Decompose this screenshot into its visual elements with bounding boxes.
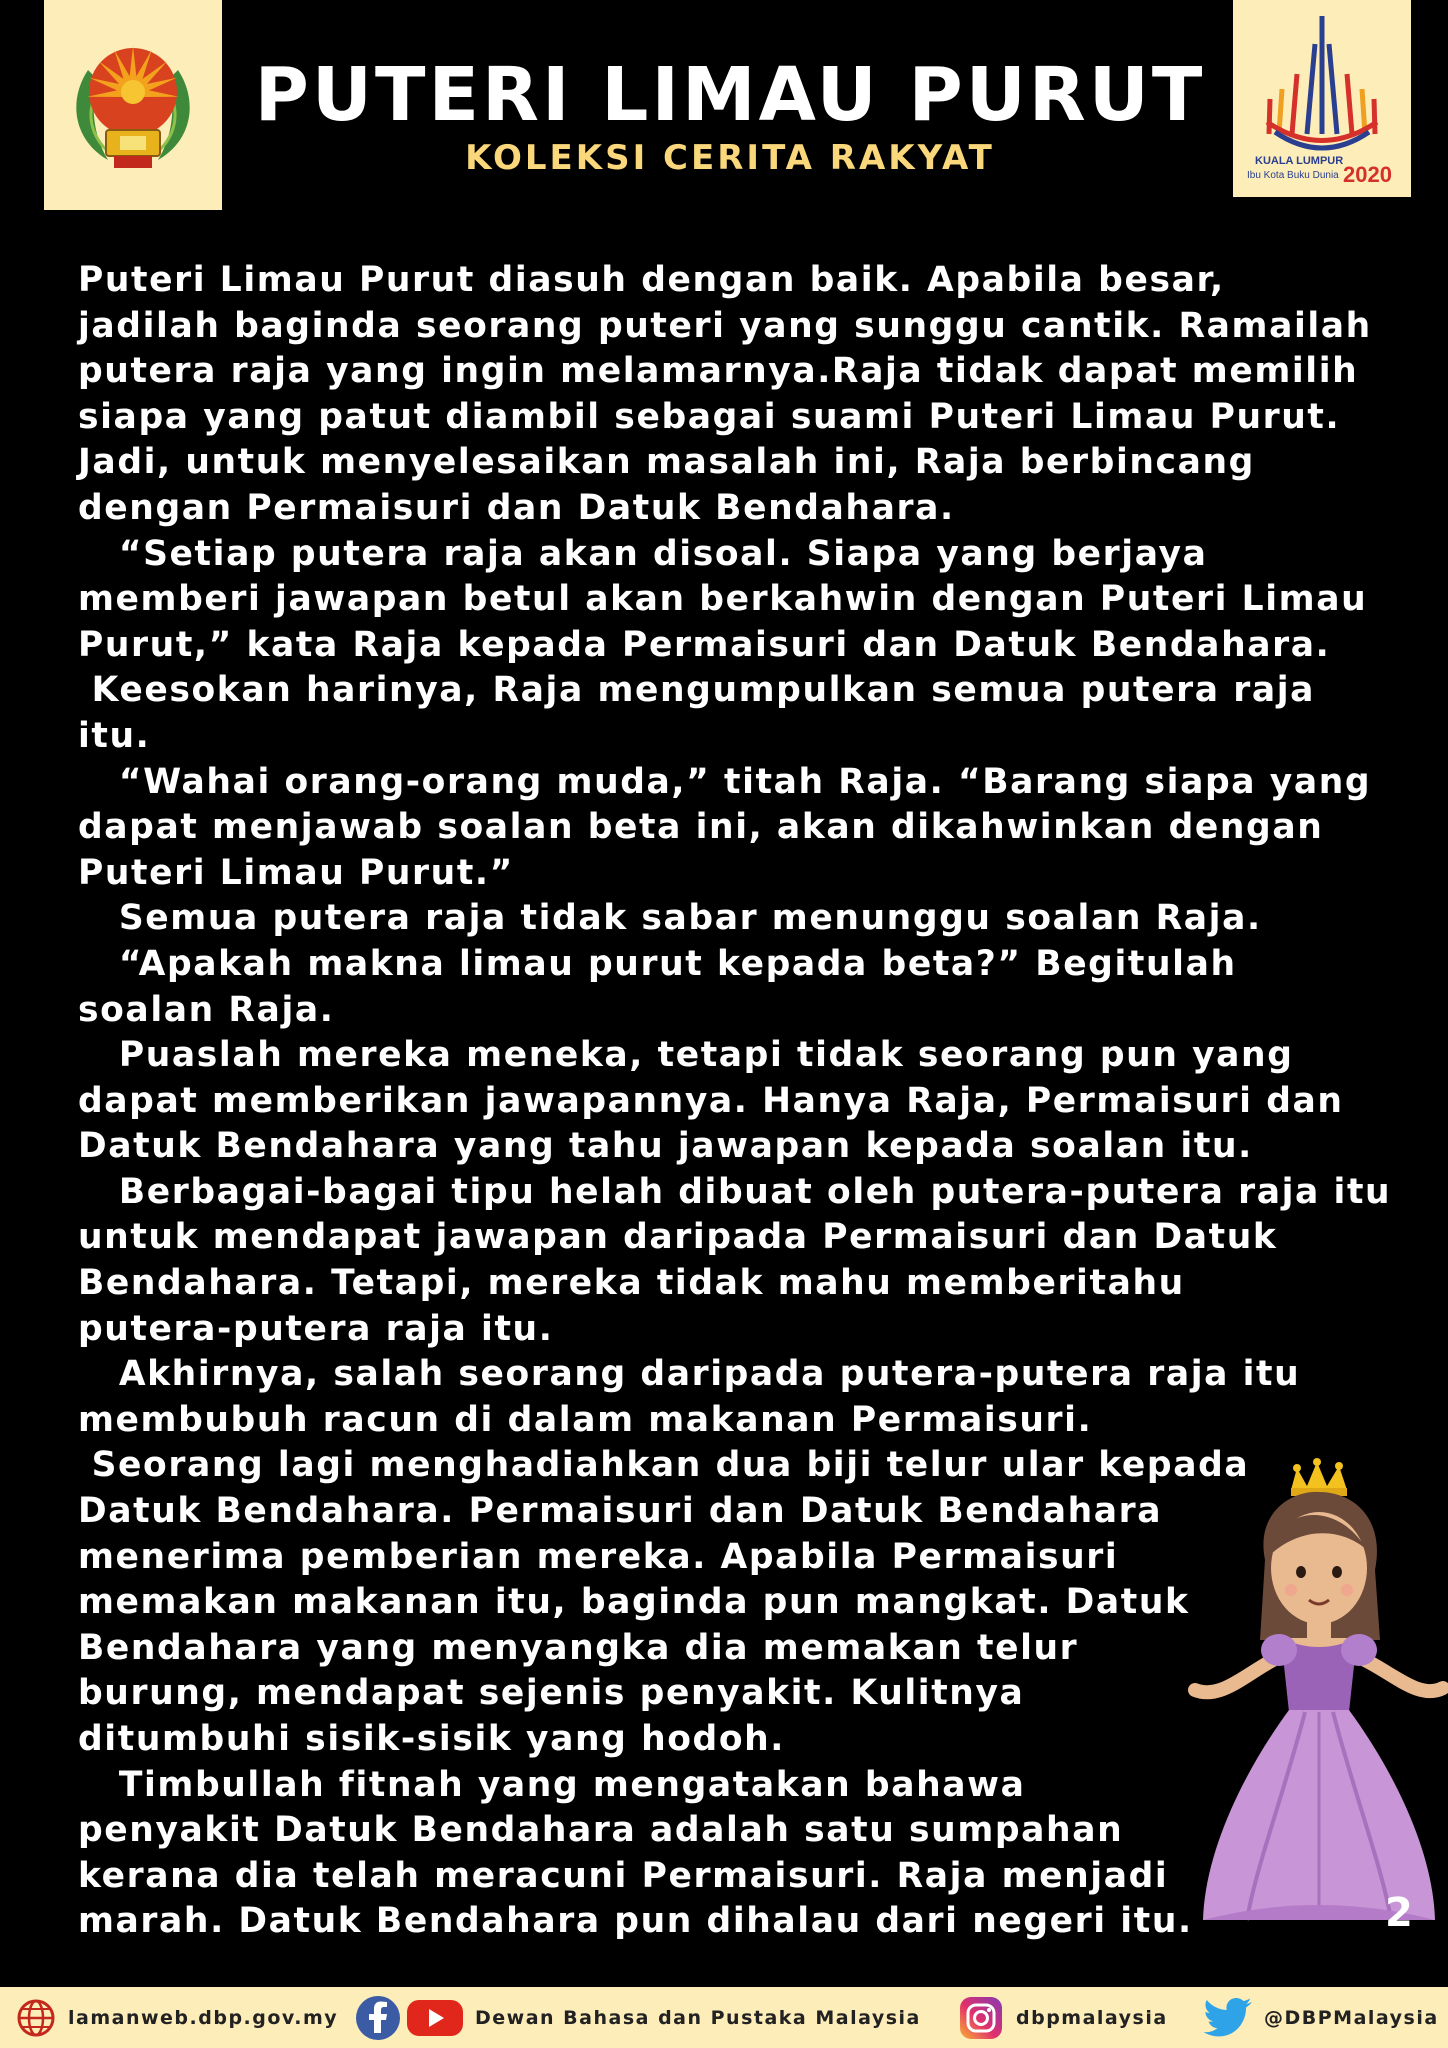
- footer-social-facebook-youtube[interactable]: [355, 1987, 921, 2048]
- story-line: itu.: [78, 715, 151, 756]
- story-line: Datuk Bendahara yang tahu jawapan kepada soalan itu.: [78, 1126, 1253, 1167]
- story-line: Keesokan harinya, Raja mengumpulkan semua putera raja: [78, 670, 1316, 711]
- footer-twitter-text: @DBPMalaysia: [1264, 2006, 1439, 2029]
- kl-logo-line1: KUALA LUMPUR: [1255, 154, 1344, 167]
- story-line: siapa yang patut diambil sebagai suami Puteri Limau Purut.: [78, 396, 1341, 437]
- story-line: ditumbuhi sisik-sisik yang hodoh.: [78, 1719, 786, 1759]
- kl-logo-line2: Ibu Kota Buku Dunia: [1247, 169, 1339, 181]
- page-title: PUTERI LIMAU PURUT: [254, 52, 1206, 138]
- story-line: memakan makanan itu, baginda pun mangkat. Datuk: [78, 1582, 1190, 1623]
- emblem-icon: [68, 30, 198, 180]
- footer-bar: [0, 1987, 1448, 2048]
- story-line: marah. Datuk Bendahara pun dihalau dari negeri itu.: [78, 1901, 1193, 1942]
- story-line: Jadi, untuk menyelesaikan masalah ini, Raja berbincang: [78, 442, 1255, 483]
- kl-2020-logo-icon: [1237, 4, 1407, 194]
- dbp-emblem-logo: [44, 0, 222, 210]
- story-line: dapat menjawab soalan beta ini, akan dikahwinkan dengan: [78, 807, 1324, 848]
- story-line: Purut,” kata Raja kepada Permaisuri dan Datuk Bendahara.: [78, 624, 1331, 665]
- princess-illustration: [1185, 1450, 1448, 1930]
- twitter-icon: [1204, 1996, 1254, 2040]
- story-line: dapat memberikan jawapannya. Hanya Raja, Permaisuri dan: [78, 1080, 1344, 1121]
- globe-icon: [16, 1998, 56, 2038]
- story-line: jadilah baginda seorang puteri yang sunggu cantik. Ramailah: [78, 305, 1372, 346]
- story-line: untuk mendapat jawapan daripada Permaisuri dan Datuk: [78, 1217, 1278, 1258]
- crown-icon: [1291, 1458, 1347, 1496]
- story-line: menerima pemberian mereka. Apabila Permaisuri: [78, 1536, 1119, 1577]
- story-line: “Wahai orang-orang muda,” titah Raja. “Barang siapa yang: [78, 761, 1372, 802]
- kl-logo-year: 2020: [1343, 161, 1392, 187]
- story-line: putera-putera raja itu.: [78, 1308, 554, 1349]
- story-line: membubuh racun di dalam makanan Permaisuri.: [78, 1399, 1093, 1440]
- story-line: penyakit Datuk Bendahara adalah satu sumpahan: [78, 1810, 1124, 1851]
- story-line: Berbagai-bagai tipu helah dibuat oleh putera-putera raja itu: [78, 1171, 1392, 1212]
- story-line: Bendahara. Tetapi, mereka tidak mahu memberitahu: [78, 1263, 1185, 1304]
- footer-instagram-link[interactable]: [958, 1987, 1168, 2048]
- story-line: Puaslah mereka meneka, tetapi tidak seorang pun yang: [78, 1035, 1294, 1076]
- story-line: “Setiap putera raja akan disoal. Siapa yang berjaya: [78, 533, 1208, 574]
- story-line: Seorang lagi menghadiahkan dua biji telur ular kepada: [78, 1445, 1250, 1486]
- story-line: Akhirnya, salah seorang daripada putera-putera raja itu: [78, 1354, 1301, 1395]
- story-line: Datuk Bendahara. Permaisuri dan Datuk Bendahara: [78, 1491, 1163, 1532]
- story-line: Puteri Limau Purut.”: [78, 852, 514, 893]
- story-line: kerana dia telah meracuni Permaisuri. Raja menjadi: [78, 1855, 1169, 1896]
- footer-twitter-link[interactable]: [1204, 1987, 1439, 2048]
- story-line: dengan Permaisuri dan Datuk Bendahara.: [78, 487, 955, 528]
- instagram-icon: [958, 1995, 1004, 2041]
- page-subtitle: KOLEKSI CERITA RAKYAT: [465, 138, 995, 178]
- story-line: Bendahara yang menyangka dia memakan telur: [78, 1627, 1079, 1668]
- kl-world-book-capital-logo: [1233, 0, 1411, 197]
- story-line: soalan Raja.: [78, 989, 335, 1030]
- footer-organization-text: Dewan Bahasa dan Pustaka Malaysia: [475, 2006, 921, 2029]
- story-line: Semua putera raja tidak sabar menunggu soalan Raja.: [78, 898, 1262, 939]
- footer-website-text: lamanweb.dbp.gov.my: [68, 2006, 339, 2029]
- story-line: putera raja yang ingin melamarnya.Raja tidak dapat memilih: [78, 351, 1359, 392]
- footer-instagram-text: dbpmalaysia: [1016, 2006, 1168, 2029]
- story-line: memberi jawapan betul akan berkahwin dengan Puteri Limau: [78, 579, 1368, 620]
- footer-website-link[interactable]: [16, 1987, 338, 2048]
- story-line: “Apakah makna limau purut kepada beta?” Begitulah: [78, 943, 1237, 984]
- story-line: Timbullah fitnah yang mengatakan bahawa: [78, 1764, 1026, 1805]
- story-line: Puteri Limau Purut diasuh dengan baik. Apabila besar,: [78, 260, 1225, 300]
- youtube-icon[interactable]: [405, 1995, 465, 2041]
- facebook-icon[interactable]: [355, 1995, 401, 2041]
- story-line: burung, mendapat sejenis penyakit. Kulitnya: [78, 1673, 1025, 1714]
- page-number: 2: [1385, 1890, 1413, 1936]
